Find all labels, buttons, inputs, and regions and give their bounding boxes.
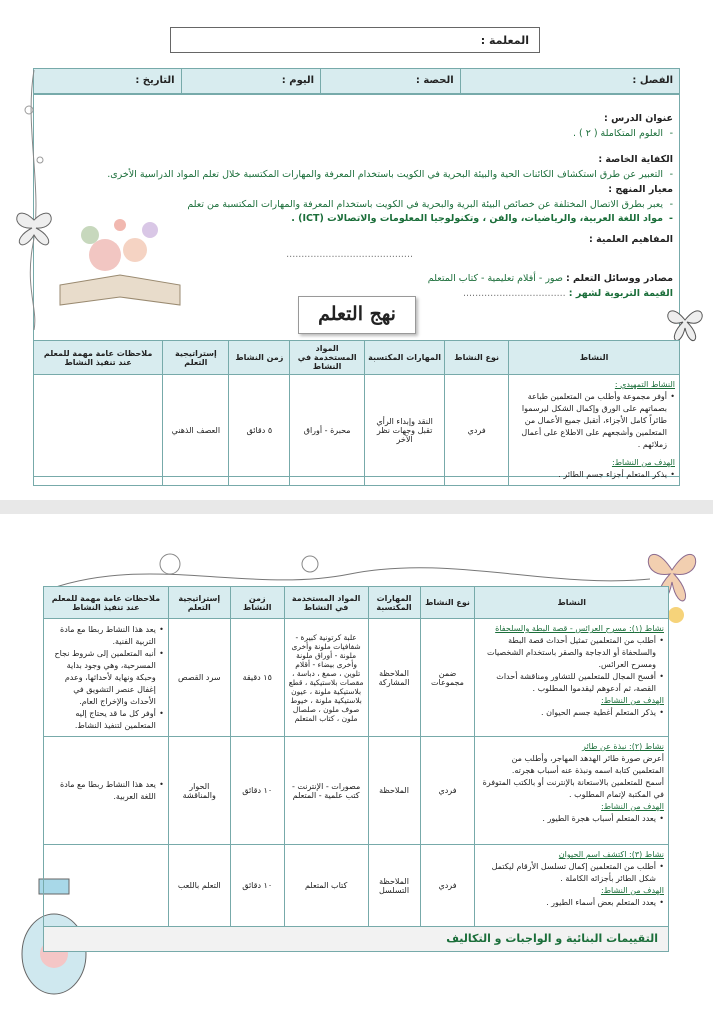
time-cell: ١٥ دقيقة <box>230 619 284 737</box>
activity-cell <box>475 619 669 737</box>
activity-table-2 <box>43 586 669 927</box>
th-skills: المهارات المكتسبة <box>365 341 445 375</box>
materials-cell: مصورات - الإنترنت - كتب علمية - المتعلم <box>284 737 368 845</box>
goal-label: الهدف من النشاط: <box>600 696 664 705</box>
th-notes: ملاحظات عامة مهمة للمعلم عند تنفيذ النشاط <box>44 587 169 619</box>
materials-cell: محبرة - أوراق <box>290 375 365 486</box>
value-label: القيمة التربوية لشهر : <box>568 288 673 300</box>
th-activity: النشاط <box>475 587 669 619</box>
note-item: • يعد هذا النشاط ربطا مع مادة التربية الفنية. <box>48 624 164 648</box>
note-item: • يعد هذا النشاط ربطا مع مادة اللغة العربية. <box>48 779 164 803</box>
standard-text-2: - مواد اللغة العربية، والرياضيات، والفن ، وتكنولوجيا المعلومات والاتصالات (ICT) . <box>73 212 673 227</box>
materials-cell: كتاب المتعلم <box>284 845 368 927</box>
activity-table-1 <box>33 340 680 486</box>
th-skills: المهارات المكتسبة <box>368 587 420 619</box>
type-cell: فردي <box>420 845 475 927</box>
concepts-value: .......................................... <box>286 248 413 260</box>
header-row <box>33 68 680 94</box>
teacher-box: المعلمة : <box>170 27 540 53</box>
th-materials: المواد المستخدمة في النشاط <box>284 587 368 619</box>
goal-text: • يذكر المتعلم أجزاء جسم الطائر . <box>513 469 675 481</box>
page-1 <box>0 0 713 500</box>
table-row <box>34 375 680 486</box>
skills-cell: الملاحظة <box>368 737 420 845</box>
goal-label: الهدف من النشاط: <box>600 802 664 811</box>
date-cell: التاريخ : <box>135 75 175 86</box>
th-type: نوع النشاط <box>445 341 509 375</box>
th-strategy: إستراتيجية التعلم <box>168 587 230 619</box>
th-materials: المواد المستخدمة في النشاط <box>290 341 365 375</box>
strategy-cell: التعلم باللعب <box>168 845 230 927</box>
activity-text-2: • أفسح المجال للمتعلمين للتشاور ومناقشة أحداث القصة، ثم أدعوهم ليقدموا المطلوب . <box>479 671 664 695</box>
resources-text: صور - أفلام تعليمية - كتاب المتعلم <box>427 273 563 285</box>
competency-text: - التعبير عن طرق استكشاف الكائنات الحية والبيئة البحرية في الكويت باستخدام المعرفة والمهارات المكتسبة خلال تعلم المواد الدراسية الأخرى. <box>73 168 673 183</box>
table-row <box>44 737 669 845</box>
th-time: زمن النشاط <box>229 341 290 375</box>
th-type: نوع النشاط <box>420 587 475 619</box>
activity-cell <box>509 375 680 486</box>
table-row <box>44 845 669 927</box>
notes-cell <box>44 737 169 845</box>
skills-cell: النقد وإبداء الرأي تقبل وجهات نظر الآخر <box>365 375 445 486</box>
activity-sub: نشاط (١): مسرح العرائس - قصة البطة والسلحفاة <box>495 624 664 633</box>
day-cell: اليوم : <box>181 69 321 93</box>
materials-cell: علبة كرتونية كبيرة - شفافيات ملونة وأخرى ملونة - أوراق ملونة وأخرى بيضاء - أقلام تلوين ، صمغ ، دباسة ، مقصات بلاستيكية ، قطع بلاستيكية ملونة ، عيون بلاستيكية ملونة ، خيوط صوف ملون ، صلصال ملون ، كتاب المتعلم <box>284 619 368 737</box>
strategy-cell: الحوار والمناقشة <box>168 737 230 845</box>
lesson-title-label: عنوان الدرس : <box>604 113 673 124</box>
notes-cell <box>44 845 169 927</box>
lesson-title: - العلوم المتكاملة ( ٢ ) . <box>73 127 673 142</box>
period-cell: الحصة : <box>320 69 460 93</box>
goal-label: الهدف من النشاط: <box>611 458 675 467</box>
activity-text: • أوفر مجموعة وأطلب من المتعلمين طباعة بصماتهم على الورق وإكمال الشكل ليرسموا طائراً كامل الأجزاء، أتقبل جميع الأعمال من المتعلمين وأشجعهم على الاطلاع على أعمال زملائهم . <box>513 391 675 451</box>
value-dots: .................................. <box>463 288 566 300</box>
goal-text: • يعدد المتعلم بعض أسماء الطيور . <box>479 897 664 909</box>
activity-text-1: • أطلب من المتعلمين إكمال تسلسل الأرقام ليكتمل شكل الطائر بأجزائه الكاملة . <box>479 861 664 885</box>
goal-text: • يذكر المتعلم أغطية جسم الحيوان . <box>479 707 664 719</box>
goal-text: • يعدد المتعلم أسباب هجرة الطيور . <box>479 813 664 825</box>
notes-cell <box>44 619 169 737</box>
th-notes: ملاحظات عامة مهمة للمعلم عند تنفيذ النشاط <box>34 341 163 375</box>
th-activity: النشاط <box>509 341 680 375</box>
activity-text-1: • أطلب من المتعلمين تمثيل أحداث قصة البطة والسلحفاة أو الدجاجة والصقر باستخدام الشخصيات ومسرح العرائس. <box>479 635 664 671</box>
resources-label: مصادر ووسائل التعلم : <box>565 273 673 285</box>
floral-border-decoration <box>50 534 650 594</box>
activity-sub: نشاط (٣): اكتشف اسم الحيوان <box>558 850 664 859</box>
time-cell: ١٠ دقائق <box>230 845 284 927</box>
activity-cell <box>475 845 669 927</box>
page-2 <box>0 514 713 1024</box>
activity-cell <box>475 737 669 845</box>
notes-cell <box>34 375 163 486</box>
page-gap <box>0 500 713 514</box>
table-row <box>44 619 669 737</box>
time-cell: ١٠ دقائق <box>230 737 284 845</box>
time-cell: ٥ دقائق <box>229 375 290 486</box>
type-cell: فردي <box>445 375 509 486</box>
note-item: • أوفر كل ما قد يحتاج إليه المتعلمين لتنفيذ النشاط. <box>48 708 164 732</box>
strategy-cell: سرد القصص <box>168 619 230 737</box>
skills-cell: الملاحظة التسلسل <box>368 845 420 927</box>
activity-sub: نشاط (٢): نبذة عن طائر <box>582 742 664 751</box>
standard-label: معيار المنهج : <box>608 183 673 195</box>
concepts-label: المفاهيم العلمية : <box>589 234 673 246</box>
type-cell: فردي <box>420 737 475 845</box>
th-time: زمن النشاط <box>230 587 284 619</box>
skills-cell: الملاحظة المشاركة <box>368 619 420 737</box>
competency-label: الكفاية الخاصة : <box>598 154 673 166</box>
th-strategy: إستراتيجية التعلم <box>163 341 229 375</box>
activity-text-1: أعرض صورة طائر الهدهد المهاجر، وأطلب من المتعلمين كتابة اسمه ونبذة عنه أسباب هجرته. <box>511 754 664 775</box>
standard-text-1: - يعبر بطرق الاتصال المختلفة عن خصائص البيئة البرية والبحرية في الكويت باستخدام المعرفة والمهارات المكتسبة من تعلم <box>73 198 673 213</box>
note-item: • أنبه المتعلمين إلى شروط نجاح المسرحية، وهي وجود بداية وحبكة ونهاية لأحداثها، وعدم إغفال عنصر التشويق في الأحداث والإخراج العام. <box>48 648 164 708</box>
strategy-cell: العصف الذهني <box>163 375 229 486</box>
assessment-footer: التقييمات البنائية و الواجبات و التكاليف <box>43 926 669 952</box>
type-cell: ضمن مجموعات <box>420 619 475 737</box>
goal-label: الهدف من النشاط: <box>600 886 664 895</box>
activity-text-2: أسمح للمتعلمين بالاستعانة بالإنترنت أو بالكتب المتوفرة في المكتبة لإتمام المطلوب . <box>482 778 664 799</box>
plan-body <box>73 112 673 302</box>
learning-approach-title: نهج التعلم <box>298 296 416 334</box>
class-cell: الفصل : <box>460 69 679 93</box>
activity-sub: النشاط التمهيدي : <box>614 380 675 389</box>
